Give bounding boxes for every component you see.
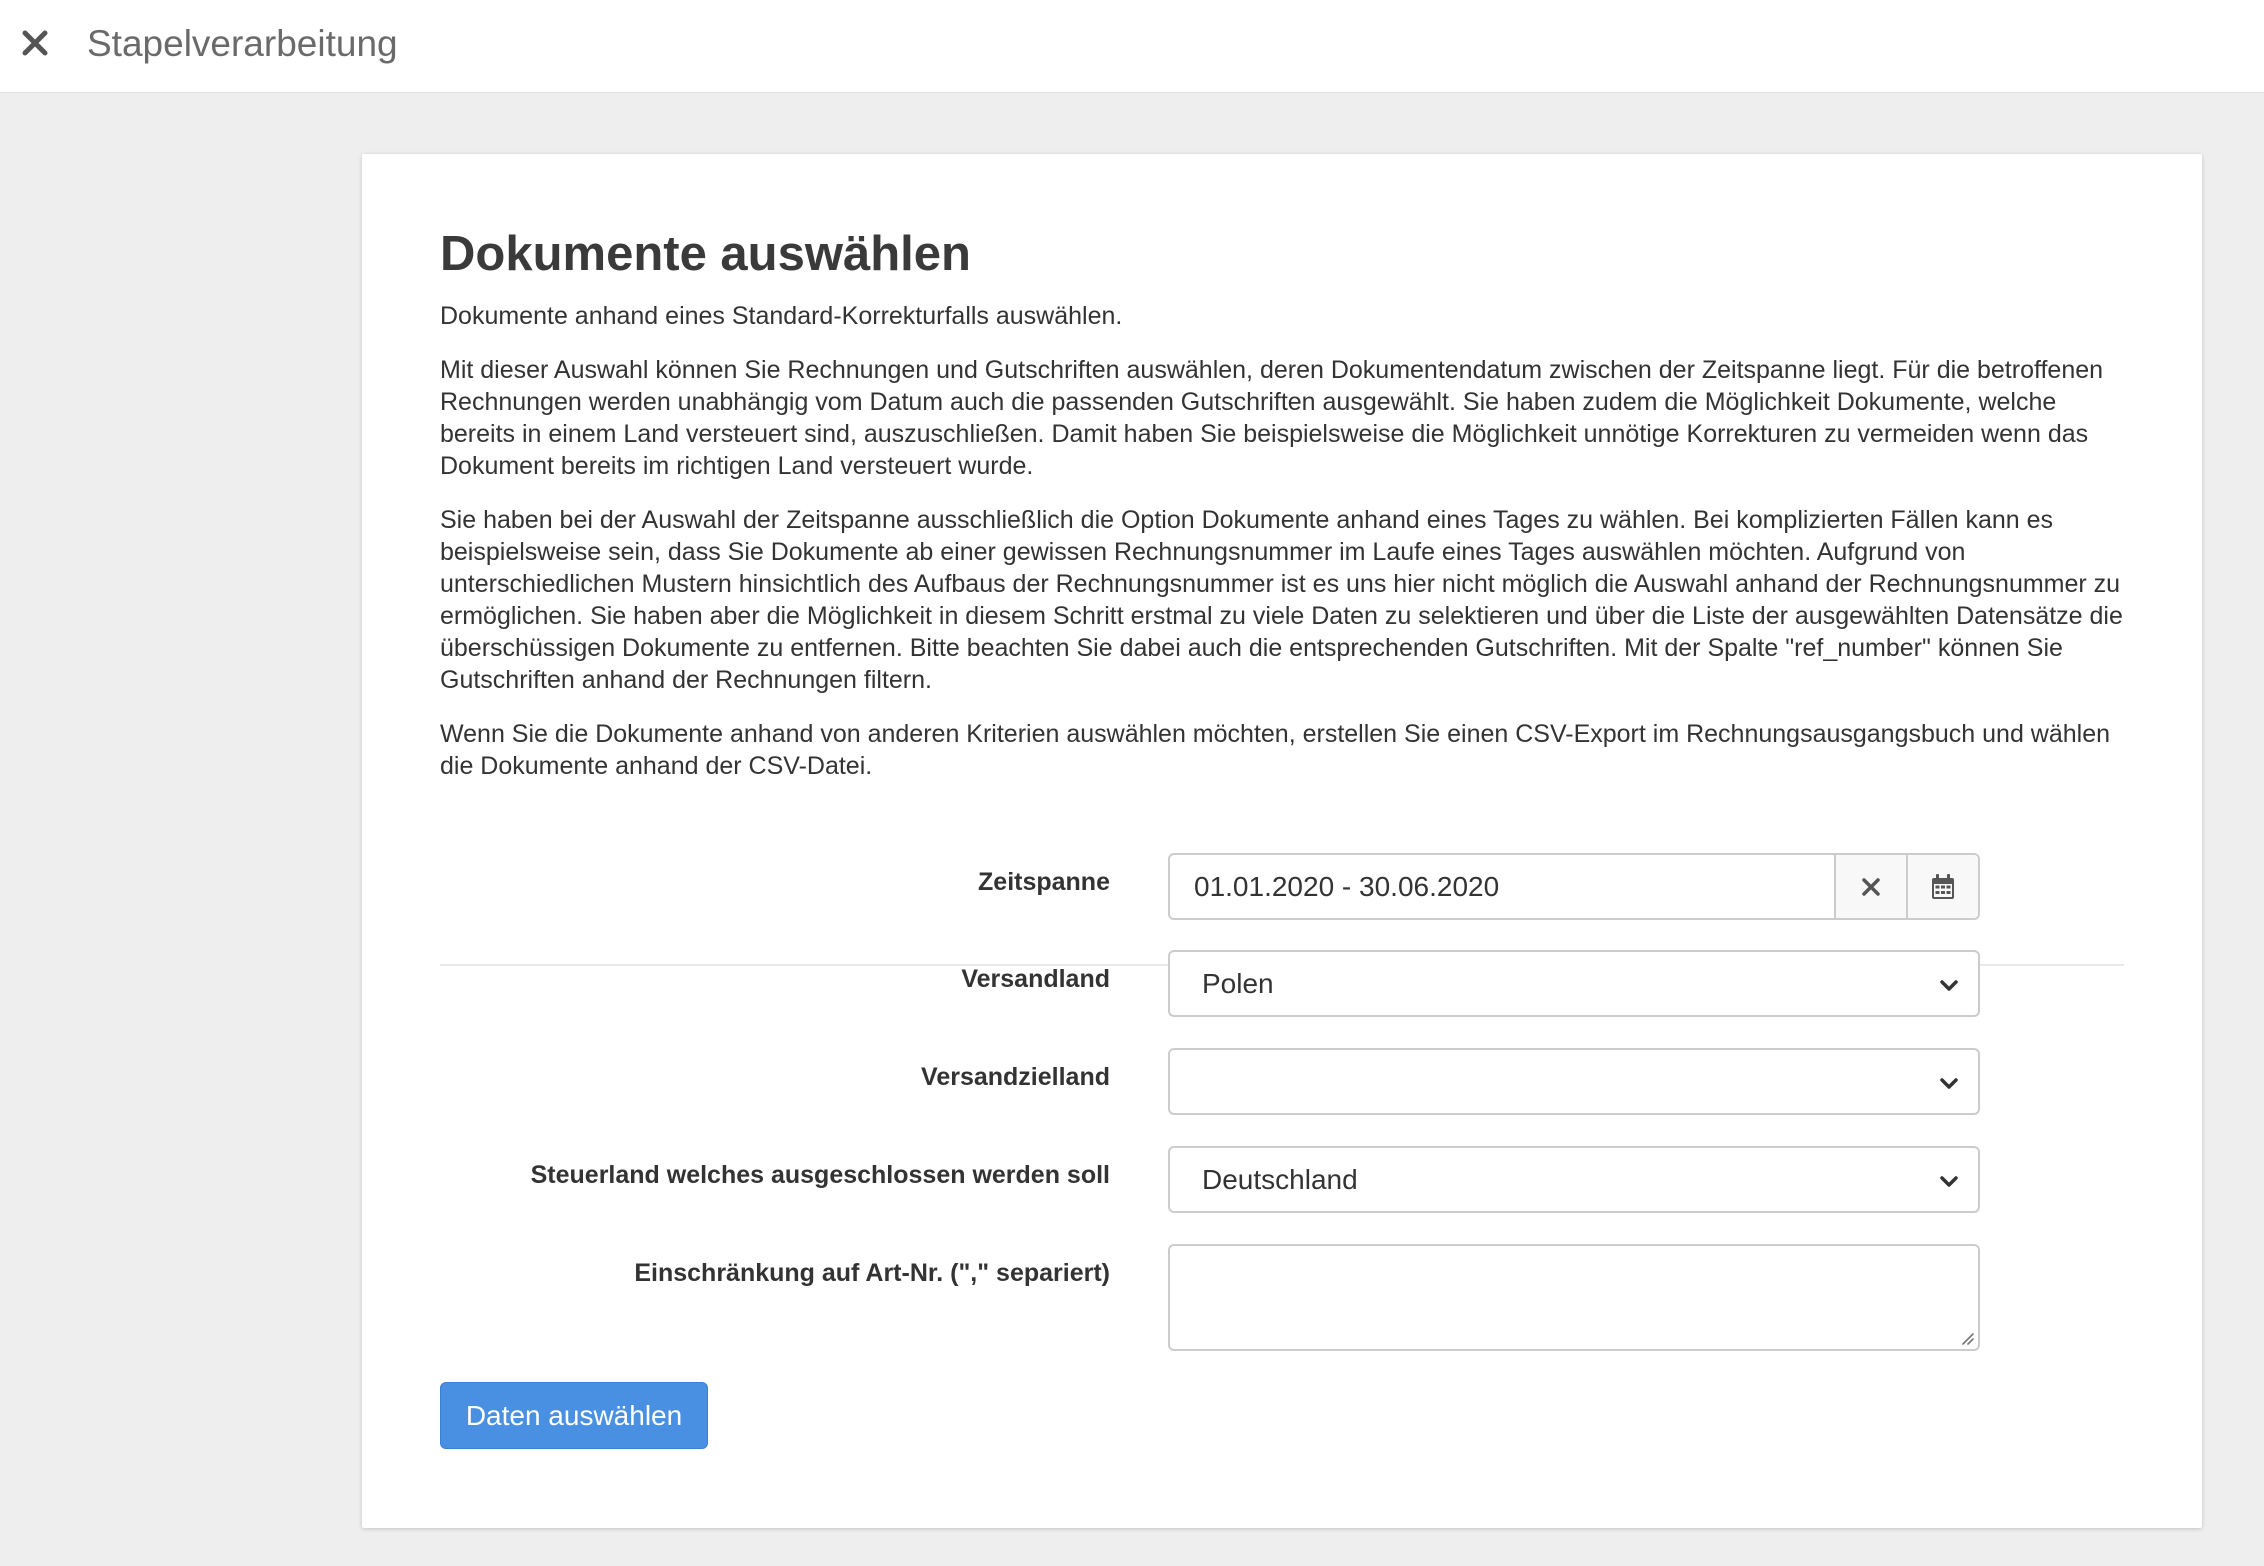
date-range-value[interactable]: 01.01.2020 - 30.06.2020 (1194, 871, 1500, 902)
intro-paragraph-4: Wenn Sie die Dokumente anhand von anderen Kriterien auswählen möchten, erstellen Sie einen CSV-Export im Rechnungsausgangsbuch und wählen die Dokumente anhand der CSV-Datei. (440, 720, 2111, 780)
artnr-textarea[interactable] (1168, 1244, 1980, 1351)
close-button[interactable] (18, 26, 52, 60)
intro-paragraph-1: Dokumente anhand eines Standard-Korrekturfalls auswählen. (440, 302, 1123, 330)
intro-paragraph-3: Sie haben bei der Auswahl der Zeitspanne ausschließlich die Option Dokumente anhand eines Tages zu wählen. Bei komplizierten Fällen kann es beispielsweise sein, dass Sie Dokumente ab einer gewissen Rechnungsnummer im Laufe eines Tages auswählen möchten. Aufgrund von unterschiedlichen Mustern hinsichtlich des Aufbaus der Rechnungsnummer ist es uns hier nicht möglich die Auswahl anhand der Rechnungsnummer zu ermöglichen. Sie haben aber die Möglichkeit in diesem Schritt erstmal zu viele Daten zu selektieren und über die Liste der ausgewählten Datensätze die überschüssigen Dokumente zu entfernen. Bitte beachten Sie dabei auch die entsprechenden Gutschriften. Mit der Spalte "ref_number" können Sie Gutschriften anhand der Rechnungen filtern. (440, 506, 2123, 694)
section-heading: Dokumente auswählen (440, 227, 971, 281)
intro-paragraph-2: Mit dieser Auswahl können Sie Rechnungen und Gutschriften auswählen, deren Dokumentendatum zwischen der Zeitspanne liegt. Für die betroffenen Rechnungen werden unabhängig vom Datum auch die passenden Gutschriften ausgewählt. Sie haben zudem die Möglichkeit Dokumente, welche bereits in einem Land versteuert sind, auszuschließen. Damit haben Sie beispielsweise die Möglichkeit unnötige Korrekturen zu vermeiden wenn das Dokument bereits im richtigen Land versteuert wurde. (440, 356, 2104, 480)
versandzielland-select[interactable] (1168, 1048, 1980, 1115)
close-icon (21, 29, 49, 57)
chevron-down-icon (1938, 974, 1960, 996)
main-card (362, 154, 2202, 1528)
select-data-button[interactable]: Daten auswählen (440, 1382, 708, 1449)
artnr-label: Einschränkung auf Art-Nr. ("," separiert) (634, 1259, 1110, 1287)
top-bar (0, 0, 2264, 93)
chevron-down-icon (1938, 1170, 1960, 1192)
versandland-label: Versandland (961, 965, 1110, 993)
steuerland-label: Steuerland welches ausgeschlossen werden soll (530, 1161, 1110, 1189)
intro-section (440, 224, 2124, 804)
clear-date-button[interactable] (1834, 855, 1906, 918)
steuerland-select[interactable] (1168, 1146, 1980, 1213)
calendar-icon (1931, 874, 1955, 900)
close-icon (1861, 877, 1881, 897)
versandzielland-label: Versandzielland (921, 1063, 1110, 1091)
versandland-value: Polen (1202, 968, 1274, 999)
steuerland-value: Deutschland (1202, 1164, 1358, 1195)
resize-grip-icon[interactable] (1960, 1331, 1974, 1345)
chevron-down-icon (1938, 1072, 1960, 1094)
versandland-select[interactable] (1168, 950, 1980, 1017)
page-title: Stapelverarbeitung (87, 23, 398, 64)
date-range-input[interactable] (1168, 853, 1980, 920)
zeitspanne-label: Zeitspanne (978, 868, 1110, 896)
calendar-button[interactable] (1906, 855, 1978, 918)
